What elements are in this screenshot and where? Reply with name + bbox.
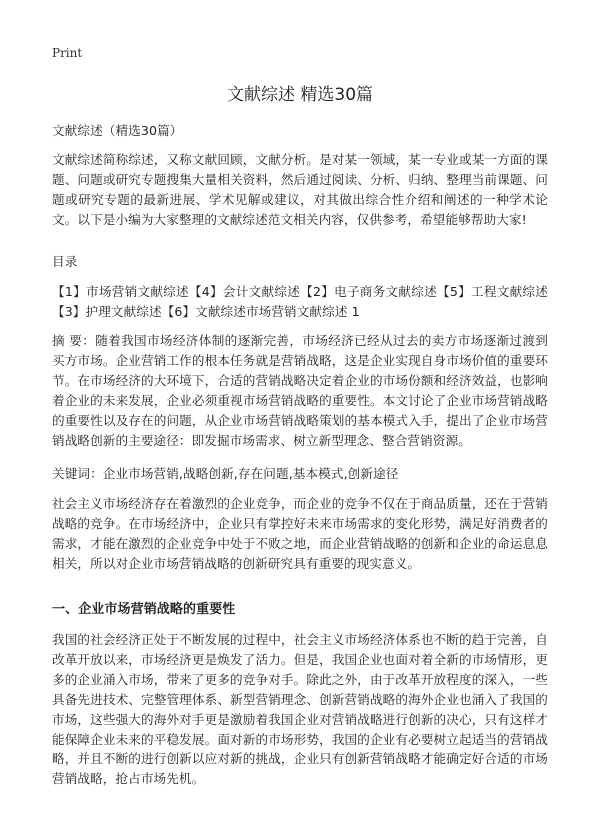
body-paragraph-1: 社会主义市场经济存在着激烈的企业竞争，而企业的竞争不仅在于商品质量，还在于营销战略的竞争。在市场经济中，企业只有掌控好未来市场需求的变化形势，满足好消费者的需求，才能在激烈的企业竞争中处于不败之地，而企业营销战略的创新和企业的命运息息相关，所以对企业市场营销战略的创新研究具有重要的现实意义。	[52, 496, 548, 571]
keywords-line: 关键词：企业市场营销,战略创新,存在问题,基本模式,创新途径	[52, 466, 399, 481]
document-title: 文献综述 精选30篇	[226, 85, 374, 105]
subtitle: 文献综述（精选30篇）	[52, 123, 183, 138]
abstract-paragraph: 摘 要：随着我国市场经济体制的逐渐完善，市场经济已经从过去的卖方市场逐渐过渡到买方市场。企业营销工作的根本任务就是营销战略，这是企业实现自身市场价值的重要环节。在市场经济的大环境下，合适的营销战略决定着企业的市场份额和经济效益，也影响着企业的未来发展，企业必须重视市场营销战略的重要性。本文讨论了企业市场营销战略的重要性以及存在的问题，从企业市场营销战略策划的基本模式入手，提出了企业市场营销战略创新的主要途径：即发掘市场需求、树立新型理念、整合营销资源。	[52, 333, 548, 448]
intro-paragraph: 文献综述简称综述，又称文献回顾，文献分析。是对某一领域，某一专业或某一方面的课题、问题或研究专题搜集大量相关资料，然后通过阅读、分析、归纳、整理当前课题、问题或研究专题的最新进展、学术见解或建议，对其做出综合性介绍和阐述的一种学术论文。以下是小编为大家整理的文献综述范文相关内容，仅供参考，希望能够帮助大家!	[52, 152, 548, 227]
toc-list: 【1】市场营销文献综述【4】会计文献综述【2】电子商务文献综述【5】工程文献综述【3】护理文献综述【6】文献综述市场营销文献综述 1	[52, 284, 548, 319]
section-heading-1: 一、企业市场营销战略的重要性	[52, 602, 236, 617]
print-label: Print	[52, 46, 83, 60]
toc-label: 目录	[52, 254, 78, 269]
body-paragraph-2: 我国的社会经济正处于不断发展的过程中，社会主义市场经济体系也不断的趋于完善，自改革开放以来，市场经济更是焕发了活力。但是，我国企业也面对着全新的市场情形，更多的企业涌入市场，带来了更多的竞争对手。除此之外，由于改革开放程度的深入，一些具备先进技术、完整管理体系、新型营销理念、创新营销战略的海外企业也涌入了我国的市场，这些强大的海外对手更是激励着我国企业对营销战略进行创新的决心，只有这样才能保障企业未来的平稳发展。面对新的市场形势，我国的企业有必要树立起适当的营销战略，并且不断的进行创新以应对新的挑战，企业只有创新营销战略才能确定好合适的市场营销战略，抢占市场先机。	[52, 632, 548, 787]
